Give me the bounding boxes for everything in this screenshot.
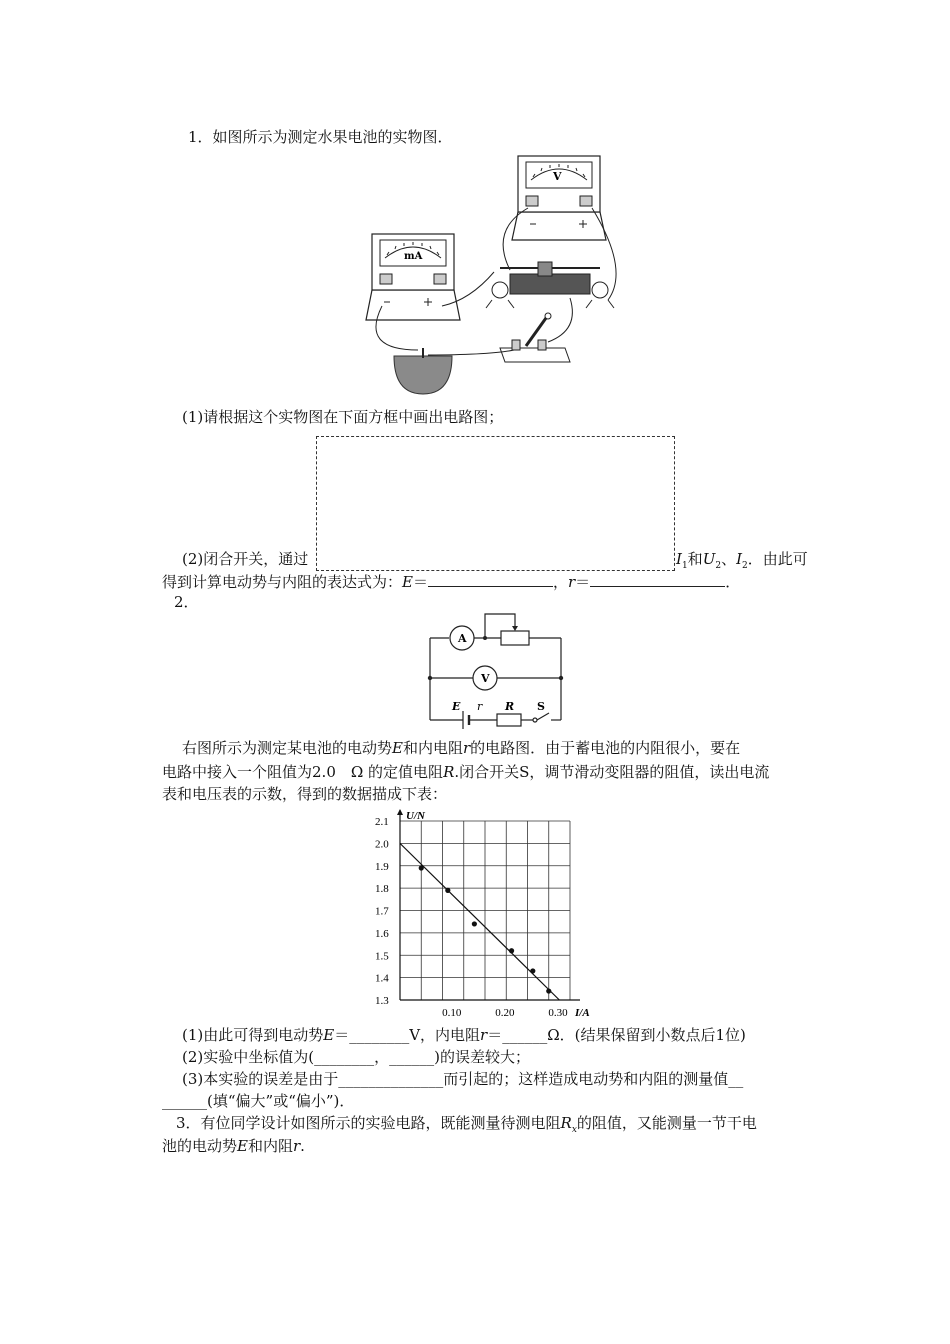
comma: ， <box>552 573 568 591</box>
q2-var-r: r <box>462 739 471 757</box>
var-r: r <box>568 573 576 591</box>
q2-sub3-line1: (3)本实验的误差是由于______________而引起的；这样造成电动势和内阻的测量值__ <box>182 1070 744 1088</box>
y-tick-label: 1.4 <box>375 972 389 985</box>
var-U2-sub: 2 <box>715 561 722 571</box>
answer-blank-E[interactable] <box>428 572 553 587</box>
y-tick-label: 2.1 <box>375 816 389 828</box>
q3-line2-a: 池的电动势 <box>162 1137 238 1155</box>
q2-sub3-line2: ______(填“偏大”或“偏小”)． <box>162 1092 355 1110</box>
q2-sub1-c: ＝______Ω．(结果保留到小数点后1位) <box>487 1026 746 1044</box>
q3-var-E: E <box>237 1137 248 1155</box>
milliammeter-label: mA <box>404 251 423 262</box>
internal-resistance-label: r <box>477 700 483 713</box>
y-tick-label: 1.7 <box>375 905 389 918</box>
q1-number: 1． <box>188 128 213 146</box>
y-tick-label: 1.5 <box>375 950 389 963</box>
y-tick-label: 1.8 <box>375 883 389 896</box>
var-I1: I <box>676 550 682 568</box>
q1-sub1: (1)请根据这个实物图在下面方框中画出电路图； <box>182 408 504 426</box>
u-i-graph <box>370 808 600 1028</box>
q2-sub1-r: r <box>480 1026 488 1044</box>
data-point <box>419 865 424 870</box>
q2-sub1 <box>182 1025 746 1045</box>
q3-line2 <box>162 1136 305 1156</box>
var-E: E <box>402 573 413 591</box>
emf-label: E <box>452 700 461 713</box>
milliammeter-device <box>366 234 460 320</box>
q2-sub1-b: ＝________V，内电阻 <box>334 1026 481 1044</box>
q2-number: 2． <box>174 593 199 611</box>
y-axis-arrow <box>397 809 403 815</box>
q1-stem-text: 如图所示为测定水果电池的实物图． <box>212 128 453 146</box>
data-point <box>546 988 551 993</box>
eq-sign-r: ＝ <box>575 573 591 591</box>
q1-sep: 、 <box>721 550 737 568</box>
answer-blank-r[interactable] <box>590 572 725 587</box>
q2-para2-b: .闭合开关S，调节滑动变阻器的阻值，读出电流 <box>454 763 770 781</box>
q2-sub2: (2)实验中坐标值为(________，______)的误差较大； <box>182 1048 530 1066</box>
q2-var-R: R <box>443 763 455 781</box>
fruit-battery <box>394 356 452 394</box>
fit-line <box>400 843 559 1000</box>
q2-para1-b: 和内电阻 <box>402 739 463 757</box>
ammeter-symbol: A <box>458 632 467 645</box>
q3-line1-b: 的阻值，又能测量一节干电 <box>576 1114 757 1132</box>
var-I1-sub: 1 <box>681 561 688 571</box>
switch-label: S <box>537 700 545 713</box>
data-point <box>509 948 514 953</box>
fruit-battery-apparatus-figure <box>360 150 630 400</box>
y-tick-label: 1.3 <box>375 995 389 1007</box>
knife-switch-device <box>500 313 570 362</box>
q2-sub1-E: E <box>323 1026 335 1044</box>
q2-para2-a: 电路中接入一个阻值为2.0 Ω 的定值电阻 <box>162 763 444 781</box>
data-point <box>530 968 535 973</box>
q1-and: 和 <box>687 550 703 568</box>
data-point <box>472 921 477 926</box>
voltmeter-device <box>512 156 606 240</box>
rheostat-device <box>486 262 614 308</box>
q2-para1-a: 右图所示为测定某电池的电动势 <box>182 739 393 757</box>
var-I2-sub: 2 <box>742 561 748 571</box>
var-I2: I <box>736 550 743 568</box>
period: ． <box>725 573 741 591</box>
y-tick-label: 2.0 <box>375 838 389 851</box>
x-tick-label: 0.10 <box>442 1007 462 1019</box>
q2-para1-c: 的电路图．由于蓄电池的内阻很小，要在 <box>470 739 741 757</box>
y-tick-label: 1.6 <box>375 927 389 940</box>
y-tick-label: 1.9 <box>375 860 389 873</box>
q3-line1-a: 3．有位同学设计如图所示的实验电路，既能测量待测电阻 <box>176 1114 561 1132</box>
q2-para3: 表和电压表的示数，得到的数据描成下表： <box>162 785 448 803</box>
x-tick-label: 0.20 <box>495 1007 515 1019</box>
q1-stem <box>188 127 453 147</box>
q3-line2-b: 和内阻 <box>247 1137 293 1155</box>
fixed-resistor-label: R <box>505 700 515 713</box>
q3-line2-c: . <box>300 1137 305 1155</box>
q2-sub1-a: (1)由此可得到电动势 <box>182 1026 324 1044</box>
q1-sub2-start: (2)闭合开关，通过 <box>182 550 309 568</box>
var-U2: U <box>702 550 716 568</box>
x-axis-label: I/A <box>575 1007 590 1019</box>
y-axis-label: U/N <box>406 810 425 822</box>
circuit-drawing-box[interactable] <box>316 436 675 571</box>
q1-expr-text: 得到计算电动势与内阻的表达式为： <box>162 573 403 591</box>
data-point <box>445 888 450 893</box>
voltmeter-label: V <box>553 170 562 183</box>
q2-para1 <box>182 738 740 758</box>
q1-tail: ．由此可 <box>747 550 808 568</box>
eq-sign-E: ＝ <box>412 573 428 591</box>
q3-var-R-sub: x <box>571 1125 577 1135</box>
q2-para2 <box>162 762 769 782</box>
q1-sub2-line2 <box>162 572 740 592</box>
voltmeter-symbol: V <box>481 672 490 685</box>
q3-var-R: R <box>560 1114 572 1132</box>
q2-circuit-diagram <box>425 610 565 725</box>
q2-var-E: E <box>392 739 403 757</box>
x-tick-label: 0.30 <box>548 1007 568 1019</box>
q3-var-r: r <box>292 1137 301 1155</box>
